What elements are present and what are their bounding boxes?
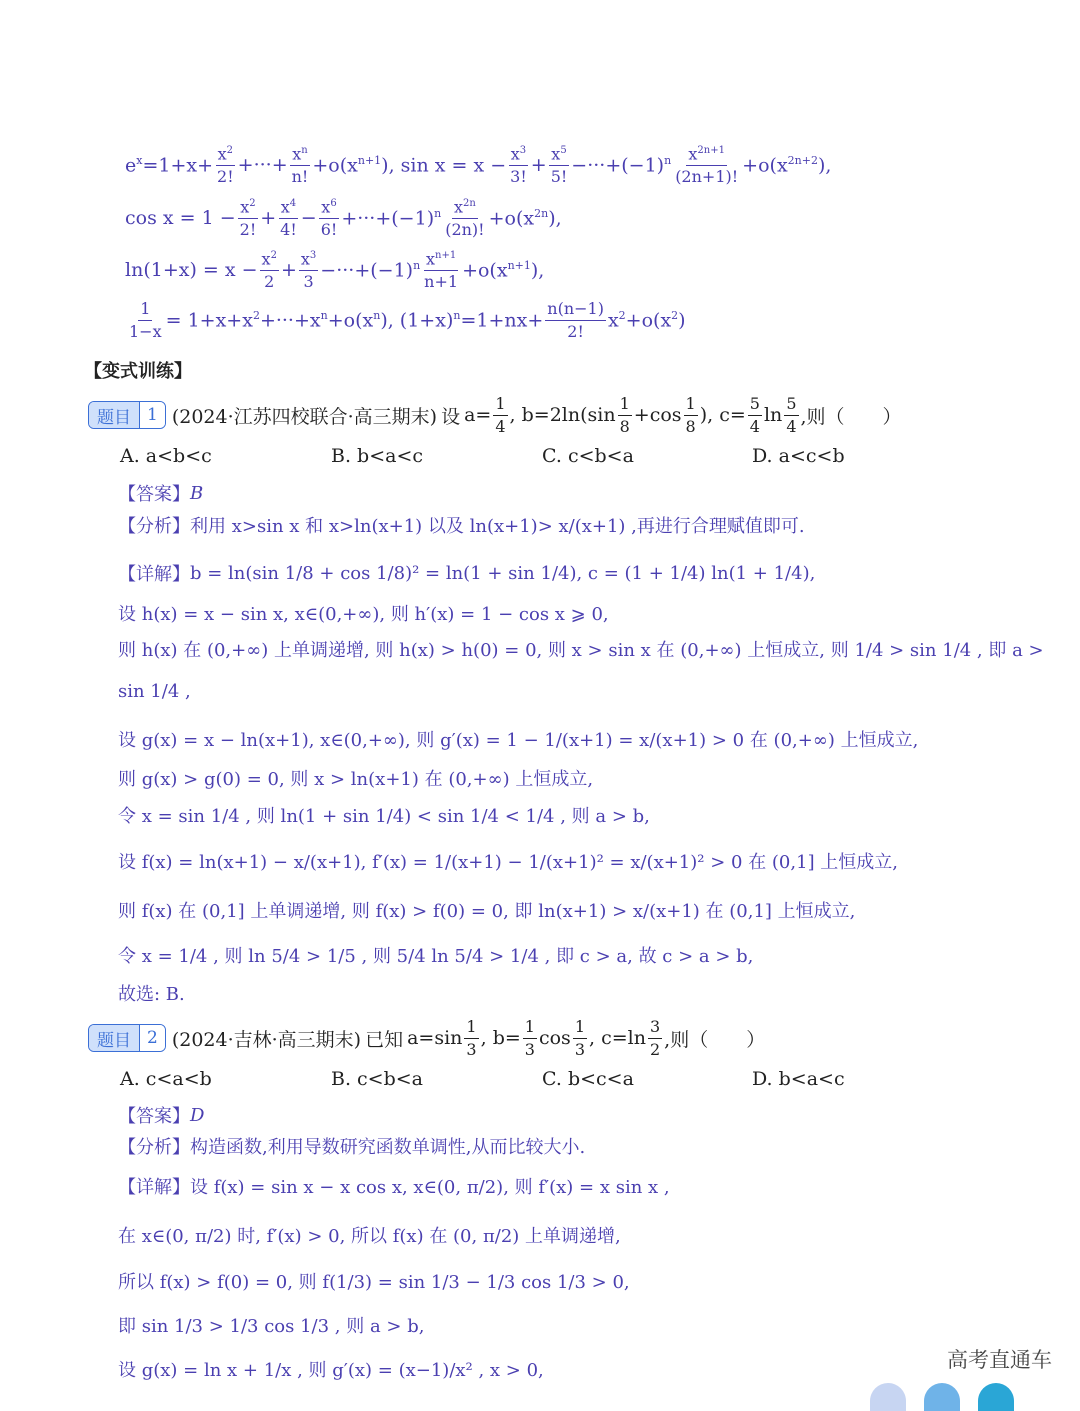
q2-analysis-text: 构造函数,利用导数研究函数单调性,从而比较大小.: [190, 1137, 586, 1158]
formula-cos: cos x = 1 − $\frac{x^2}{2!}$ + $\frac{x^4}{4!}$ − $\frac{x^6}{6!}$ $+\cdot\cdot\cdot+(-1)^n$ $\frac{x^{2n}}{(2n)!}$ $+o(x^{2n})$,: [125, 197, 562, 239]
q1-detail-line-3: 则 h(x) 在 (0,+∞) 上单调递增, 则 h(x) > h(0) = 0, 则 x > sin x 在 (0,+∞) 上恒成立, 则 1/4 > sin 1/4 , 即 a >: [118, 640, 1044, 661]
bottom-decoration: [870, 1383, 1014, 1411]
q1-detail-line-5: 设 g(x) = x − ln(x+1), x∈(0,+∞), 则 g′(x) = 1 − 1/(x+1) = x/(x+1) > 0 在 (0,+∞) 上恒成立,: [118, 730, 919, 751]
q1-number: 1: [139, 402, 165, 428]
q1-detail-line-6: 则 g(x) > g(0) = 0, 则 x > ln(x+1) 在 (0,+∞) 上恒成立,: [118, 769, 594, 790]
q1-option-a[interactable]: A. a<b<c: [120, 445, 212, 467]
q2-detail-tag: 【详解】: [118, 1177, 190, 1198]
q2-detail-line-5: 设 g(x) = ln x + 1/x , 则 g′(x) = (x−1)/x² , x > 0,: [118, 1360, 544, 1381]
q1-answer: [118, 480, 203, 506]
q2-option-b[interactable]: B. c<b<a: [331, 1068, 424, 1090]
q2-analysis: [118, 1133, 585, 1159]
q1-answer-tag: 【答案】: [118, 484, 190, 505]
q1-detail-line-1: 【详解】 b = ln(sin 1/8 + cos 1/8)² = ln(1 + sin 1/4), c = (1 + 1/4) ln(1 + 1/4),: [118, 560, 815, 586]
q1-stem-tail: ,则（ ）: [800, 405, 902, 428]
q2-option-d[interactable]: D. b<a<c: [752, 1068, 845, 1090]
q1-stem-pre: 设: [441, 405, 461, 428]
q1-detail-tag: 【详解】: [118, 564, 190, 585]
formula-exp-sin: $e^x=1+x+$ $\frac{x^2}{2!}$ +···+ $\frac{x^n}{n!}$ $+o(x^{n+1})$, sin x = x − $\frac{x^3}{3!}$ + $\frac{x^5}{5!}$ $-\cdot\cdot\cdot+(-1)^n$ $\frac{x^{2n+1}}{(2n+1)!}$ $+o(x^{2n+2})$,: [125, 144, 832, 186]
q1-analysis-text: 利用 x>sin x 和 x>ln(x+1) 以及 ln(x+1)> x/(x+1) ,再进行合理赋值即可.: [190, 516, 805, 537]
q2-label-box: [88, 1024, 166, 1052]
q1-option-b[interactable]: B. b<a<c: [331, 445, 424, 467]
q1-label: 题目: [89, 402, 139, 428]
section-title: 【变式训练】: [84, 361, 192, 382]
bubble-icon: [978, 1383, 1014, 1411]
q1-detail-line-7: 令 x = sin 1/4 , 则 ln(1 + sin 1/4) < sin 1/4 < 1/4 , 则 a > b,: [118, 806, 650, 827]
q2-answer-value: D: [190, 1104, 205, 1126]
q1-analysis: [118, 512, 805, 538]
q2-label: 题目: [89, 1025, 139, 1051]
q2-stem-tail: ,则（ ）: [664, 1028, 766, 1051]
watermark-text: 高考直通车: [947, 1348, 1052, 1372]
q2-detail-line-1: 【详解】 设 f(x) = sin x − x cos x, x∈(0, π/2), 则 f′(x) = x sin x ,: [118, 1173, 670, 1199]
q1-analysis-tag: 【分析】: [118, 516, 190, 537]
q2-option-c[interactable]: C. b<c<a: [542, 1068, 634, 1090]
bubble-icon: [870, 1383, 906, 1411]
formula-ln: ln(1+x) = x − $\frac{x^2}{2}$ + $\frac{x^3}{3}$ $-\cdot\cdot\cdot+(-1)^n$ $\frac{x^{n+1}}{n+1}$ $+o(x^{n+1})$,: [125, 249, 545, 291]
q2-detail-line-4: 即 sin 1/3 > 1/3 cos 1/3 , 则 a > b,: [118, 1316, 425, 1337]
q1-option-d[interactable]: D. a<c<b: [752, 445, 845, 467]
q2-number: 2: [139, 1025, 165, 1051]
q1-option-c[interactable]: C. c<b<a: [542, 445, 634, 467]
q2-analysis-tag: 【分析】: [118, 1137, 190, 1158]
q1-answer-value: B: [190, 482, 204, 504]
q2-detail-line-3: 所以 f(x) > f(0) = 0, 则 f(1/3) = sin 1/3 − 1/3 cos 1/3 > 0,: [118, 1272, 630, 1293]
q1-detail-line-11: 故选: B.: [118, 984, 185, 1005]
q2-answer: [118, 1102, 204, 1128]
q1-detail-line-2: 设 h(x) = x − sin x, x∈(0,+∞), 则 h′(x) = 1 − cos x ⩾ 0,: [118, 604, 609, 625]
q1-detail-line-4: sin 1/4 ,: [118, 681, 191, 702]
q1-label-box: [88, 401, 166, 429]
q1-source: (2024·江苏四校联合·高三期末): [171, 405, 438, 428]
q2-answer-tag: 【答案】: [118, 1106, 190, 1127]
q1-detail-line-10: 令 x = 1/4 , 则 ln 5/4 > 1/5 , 则 5/4 ln 5/4 > 1/4 , 即 c > a, 故 c > a > b,: [118, 946, 754, 967]
q2-stem-pre: 已知: [365, 1028, 404, 1051]
q1-detail-line-9: 则 f(x) 在 (0,1] 上单调递增, 则 f(x) > f(0) = 0, 即 ln(x+1) > x/(x+1) 在 (0,1] 上恒成立,: [118, 901, 856, 922]
q2-option-a[interactable]: A. c<a<b: [120, 1068, 212, 1090]
formula-geometric: $\frac{1}{1-x}$ = $1+x+x^2+\cdot\cdot\cdot+x^n+o(x^n)$, $(1+x)^n=1+nx+$ $\frac{n(n-1)}{2!}$ $x^2+o(x^2)$: [129, 299, 686, 341]
q2-source: (2024·吉林·高三期末): [171, 1028, 362, 1051]
q1-stem: 题目 1 (2024·江苏四校联合·高三期末) 设 a= $\frac{1}{4}$ , b=2ln(sin $\frac{1}{8}$ +cos $\frac{1}{8}$ ), c= $\frac{5}{4}$ ln $\frac{5}{4}$ ,则（ ）: [88, 395, 902, 435]
q2-detail-line-2: 在 x∈(0, π/2) 时, f′(x) > 0, 所以 f(x) 在 (0, π/2) 上单调递增,: [118, 1226, 621, 1247]
bubble-icon: [924, 1383, 960, 1411]
q1-detail-line-8: 设 f(x) = ln(x+1) − x/(x+1), f′(x) = 1/(x+1) − 1/(x+1)² = x/(x+1)² > 0 在 (0,1] 上恒成立,: [118, 852, 899, 873]
q2-stem: 题目 2 (2024·吉林·高三期末) 已知 a=sin $\frac{1}{3}$ , b= $\frac{1}{3}$ cos $\frac{1}{3}$ , c=ln $\frac{3}{2}$ ,则（ ）: [88, 1018, 765, 1058]
